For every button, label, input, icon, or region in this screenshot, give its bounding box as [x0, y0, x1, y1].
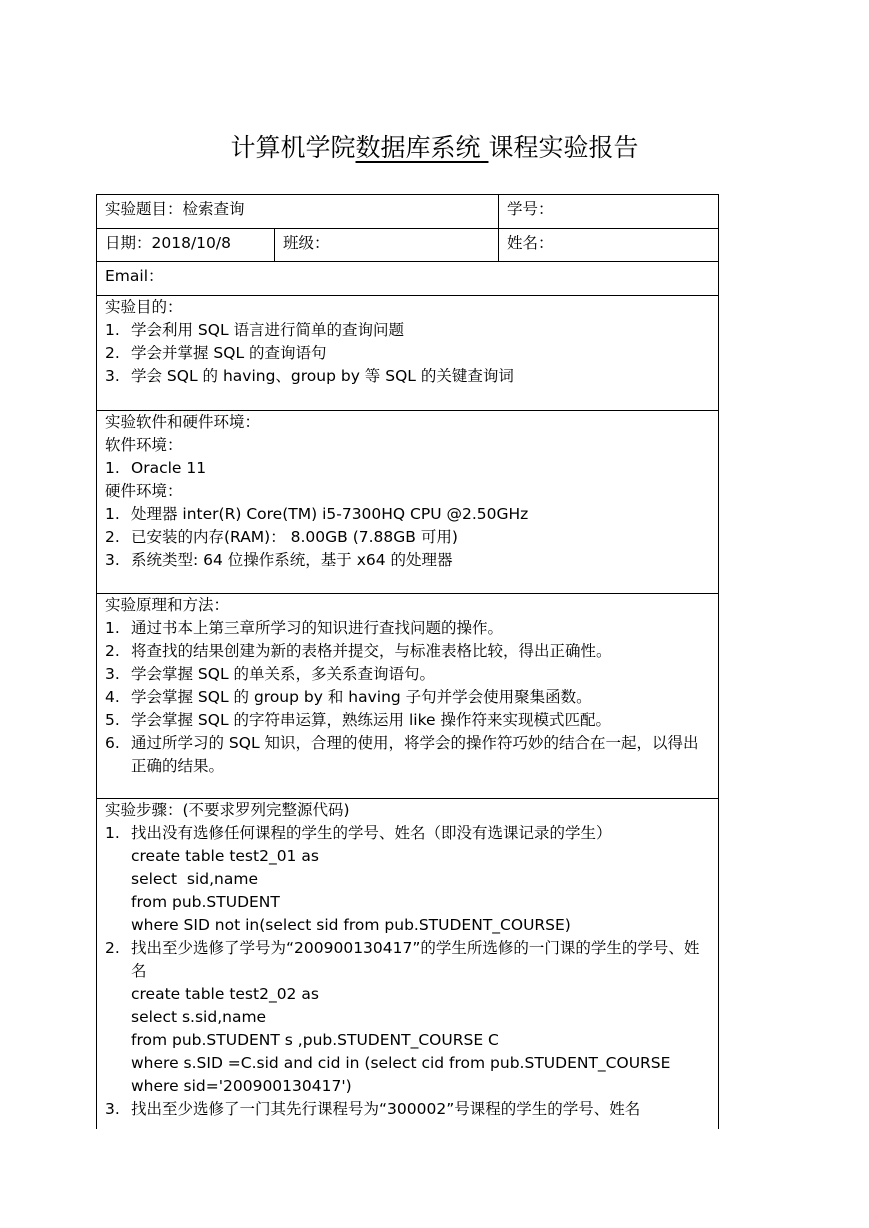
- environment-section: [97, 411, 719, 594]
- list-item: 3. 学会 SQL 的 having、group by 等 SQL 的关键查询词: [105, 367, 514, 385]
- code-line: from pub.STUDENT s ,pub.STUDENT_COURSE C: [131, 1031, 499, 1049]
- title-suffix: 课程实验报告: [488, 133, 639, 162]
- code-line: create table test2_02 as: [131, 985, 319, 1003]
- report-title: [0, 130, 869, 166]
- software-heading: 软件环境：: [105, 436, 183, 454]
- list-item: 3. 学会掌握 SQL 的单关系，多关系查询语句。: [105, 665, 436, 683]
- step-item: 1. 找出没有选修任何课程的学生的学号、姓名（即没有选课记录的学生）: [105, 824, 612, 842]
- list-item: 1. 通过书本上第三章所学习的知识进行查找问题的操作。: [105, 619, 504, 637]
- email-cell: Email：: [97, 262, 719, 296]
- list-item: 4. 学会掌握 SQL 的 group by 和 having 子句并学会使用聚集函数。: [105, 688, 592, 706]
- student-id-cell: 学号：: [499, 195, 719, 229]
- list-item: 6. 通过所学习的 SQL 知识，合理的使用，将学会的操作符巧妙的结合在一起，以得出正确的结果。: [105, 734, 699, 775]
- title-prefix: 计算机学院: [230, 133, 356, 162]
- code-line: from pub.STUDENT: [131, 893, 280, 911]
- topic-cell: 实验题目：检索查询: [97, 195, 499, 229]
- list-item: 5. 学会掌握 SQL 的字符串运算，熟练运用 like 操作符来实现模式匹配。: [105, 711, 611, 729]
- list-item: 2. 学会并掌握 SQL 的查询语句: [105, 344, 327, 362]
- step-item: 3. 找出至少选修了一门其先行课程号为“300002”号课程的学生的学号、姓名: [105, 1100, 641, 1118]
- name-cell: 姓名：: [499, 229, 719, 262]
- principles-section: [97, 594, 719, 799]
- list-item: 3. 系统类型: 64 位操作系统，基于 x64 的处理器: [105, 551, 453, 569]
- code-line: select s.sid,name: [131, 1008, 267, 1026]
- code-line: create table test2_01 as: [131, 847, 319, 865]
- hardware-heading: 硬件环境：: [105, 482, 183, 500]
- list-item: 1. Oracle 11: [105, 459, 207, 477]
- principles-heading: 实验原理和方法：: [105, 596, 230, 614]
- title-course: 数据库系统: [355, 133, 481, 162]
- code-line: where SID not in(select sid from pub.STUDENT_COURSE): [131, 916, 571, 934]
- environment-heading: 实验软件和硬件环境：: [105, 413, 261, 431]
- purpose-section: [97, 296, 719, 411]
- list-item: 1. 学会利用 SQL 语言进行简单的查询问题: [105, 321, 405, 339]
- list-item: 1. 处理器 inter(R) Core(TM) i5-7300HQ CPU @2.50GHz: [105, 505, 529, 523]
- code-line: where s.SID =C.sid and cid in (select cid from pub.STUDENT_COURSE where sid='200900130417'): [131, 1054, 671, 1095]
- report-table: [96, 194, 719, 1129]
- purpose-heading: 实验目的：: [105, 298, 183, 316]
- list-item: 2. 已安装的内存(RAM)： 8.00GB (7.88GB 可用): [105, 528, 458, 546]
- step-item: 2. 找出至少选修了学号为“200900130417”的学生所选修的一门课的学生的学号、姓名: [105, 939, 700, 980]
- code-line: select sid,name: [131, 870, 259, 888]
- date-cell: 日期：2018/10/8: [97, 229, 275, 262]
- list-item: 2. 将查找的结果创建为新的表格并提交，与标准表格比较，得出正确性。: [105, 642, 612, 660]
- steps-heading: 实验步骤：(不要求罗列完整源代码): [105, 801, 350, 819]
- class-cell: 班级：: [275, 229, 499, 262]
- steps-section: [97, 799, 719, 1129]
